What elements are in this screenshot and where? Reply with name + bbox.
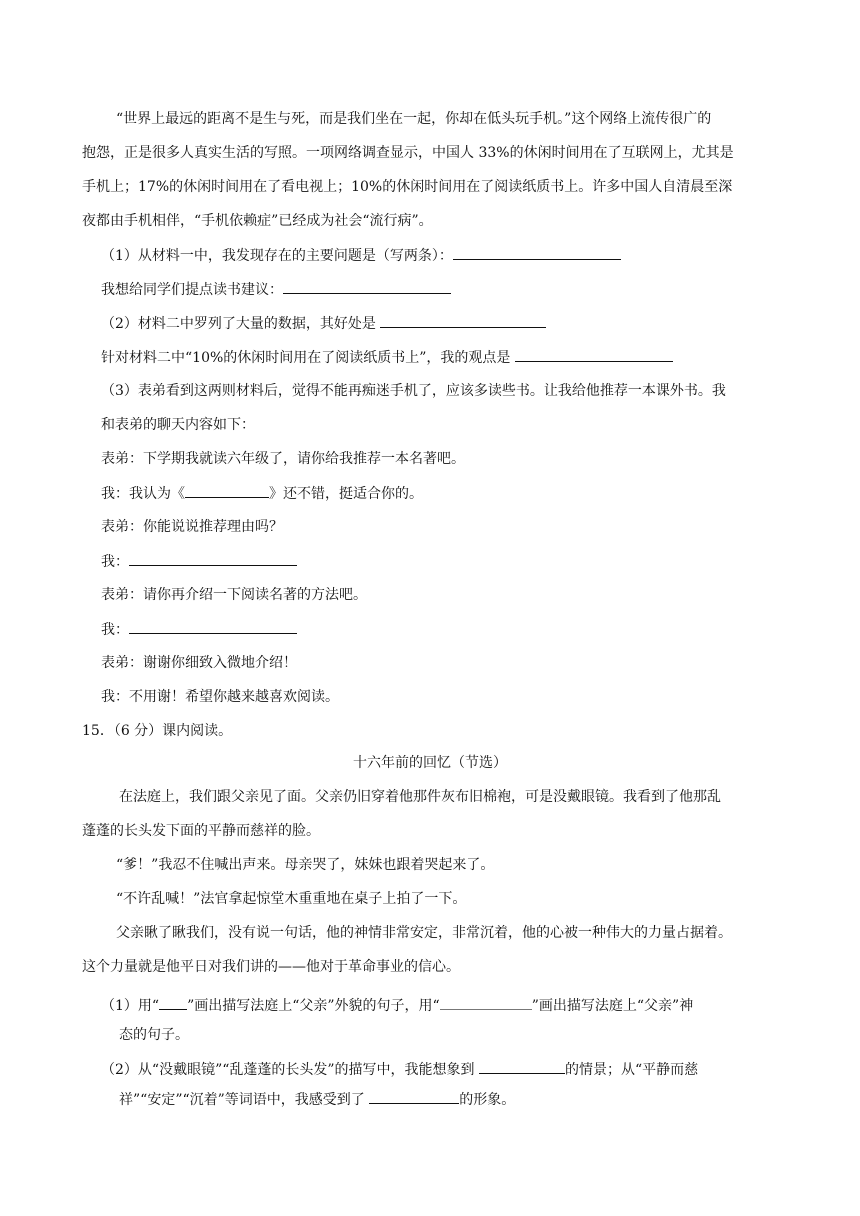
question-text: （1）从材料一中，我发现存在的主要问题是（写两条）：: [101, 248, 453, 264]
paragraph-line: 夜都由手机相伴，“手机依赖症”已经成为社会“流行病”。: [82, 213, 433, 229]
question-2-opinion: [101, 347, 673, 368]
paragraph-line: 手机上；17%的休闲时间用在了看电视上；10%的休闲时间用在了阅读纸质书上。许多中国人自清晨至深: [82, 179, 733, 195]
dialogue-text: 》还不错，挺适合你的。: [269, 486, 423, 502]
sub-question-2-cont: [119, 1089, 515, 1110]
question-3-line: （3）表弟看到这两则材料后，觉得不能再痴迷手机了，应该多读些书。让我给他推荐一本课外书。我: [101, 383, 726, 399]
wavy-line-sample: [440, 995, 532, 1010]
sub-question-2: [101, 1059, 698, 1080]
dialogue-text: 我：: [101, 622, 129, 638]
dialogue-text: 我：我认为《: [101, 486, 185, 502]
question-3-line: 和表弟的聊天内容如下：: [101, 417, 255, 433]
question-text: 的情景；从“平静而慈: [565, 1062, 699, 1078]
dialogue-line: [101, 619, 297, 640]
sub-question-1: [101, 995, 693, 1016]
dialogue-line: 表弟：下学期我就读六年级了，请你给我推荐一本名著吧。: [101, 451, 465, 467]
dialogue-line: 我：不用谢！希望你越来越喜欢阅读。: [101, 689, 339, 705]
question-text: 我想给同学们提点读书建议：: [101, 282, 283, 298]
paragraph-line: “世界上最远的距离不是生与死，而是我们坐在一起，你却在低头玩手机。”这个网络上流传很广的: [116, 111, 712, 127]
question-text: 的形象。: [459, 1092, 516, 1108]
straight-line-sample: [159, 995, 187, 1010]
question-2: [101, 313, 546, 334]
dialogue-text: 我：: [101, 554, 129, 570]
paragraph-line: 这个力量就是他平日对我们讲的——他对于革命事业的信心。: [82, 959, 460, 975]
question-text: （2）从“没戴眼镜”“乱蓬蓬的长头发”的描写中，我能想象到: [101, 1062, 475, 1078]
paragraph-line: 抱怨，正是很多人真实生活的写照。一项网络调查显示，中国人 33%的休闲时间用在了互联网上，尤其是: [82, 145, 734, 161]
paragraph-line: 蓬蓬的长头发下面的平静而慈祥的脸。: [82, 823, 320, 839]
paragraph-line: 在法庭上，我们跟父亲见了面。父亲仍旧穿着他那件灰布旧棉袍，可是没戴眼镜。我看到了他那乱: [119, 789, 721, 805]
answer-blank[interactable]: [479, 1059, 565, 1074]
paragraph-line: 父亲瞅了瞅我们，没有说一句话，他的神情非常安定，非常沉着，他的心被一种伟大的力量占据着。: [116, 925, 732, 941]
dialogue-line: 表弟：你能说说推荐理由吗？: [101, 519, 283, 535]
question-1: [101, 245, 621, 266]
sub-question-1-cont: 态的句子。: [119, 1027, 189, 1043]
paragraph-line: “爹！”我忍不住喊出声来。母亲哭了，妹妹也跟着哭起来了。: [116, 857, 495, 873]
answer-blank[interactable]: [283, 279, 451, 294]
answer-blank[interactable]: [380, 313, 546, 328]
answer-blank[interactable]: [129, 619, 297, 634]
answer-blank[interactable]: [453, 245, 621, 260]
book-title-blank[interactable]: [185, 483, 269, 498]
question-text: ”画出描写法庭上“父亲”神: [531, 998, 694, 1014]
question-text: （2）材料二中罗列了大量的数据，其好处是: [101, 316, 376, 332]
dialogue-line: [101, 483, 423, 504]
answer-blank[interactable]: [369, 1089, 459, 1104]
dialogue-line: 表弟：谢谢你细致入微地介绍！: [101, 655, 297, 671]
question-text: ”画出描写法庭上“父亲”外貌的句子，用“: [187, 998, 440, 1014]
dialogue-line: [101, 551, 297, 572]
answer-blank[interactable]: [129, 551, 297, 566]
question-text: 针对材料二中“10%的休闲时间用在了阅读纸质书上”，我的观点是: [101, 350, 511, 366]
paragraph-line: “不许乱喊！”法官拿起惊堂木重重地在桌子上拍了一下。: [116, 891, 467, 907]
dialogue-line: 表弟：请你再介绍一下阅读名著的方法吧。: [101, 587, 367, 603]
passage-title: 十六年前的回忆（节选）: [353, 755, 507, 771]
answer-blank[interactable]: [515, 347, 673, 362]
question-1-suggestion: [101, 279, 451, 300]
question-15-header: 15．（6 分）课内阅读。: [82, 723, 233, 739]
question-text: （1）用“: [101, 998, 160, 1014]
question-text: 祥”“安定”“沉着”等词语中，我感受到了: [119, 1092, 365, 1108]
